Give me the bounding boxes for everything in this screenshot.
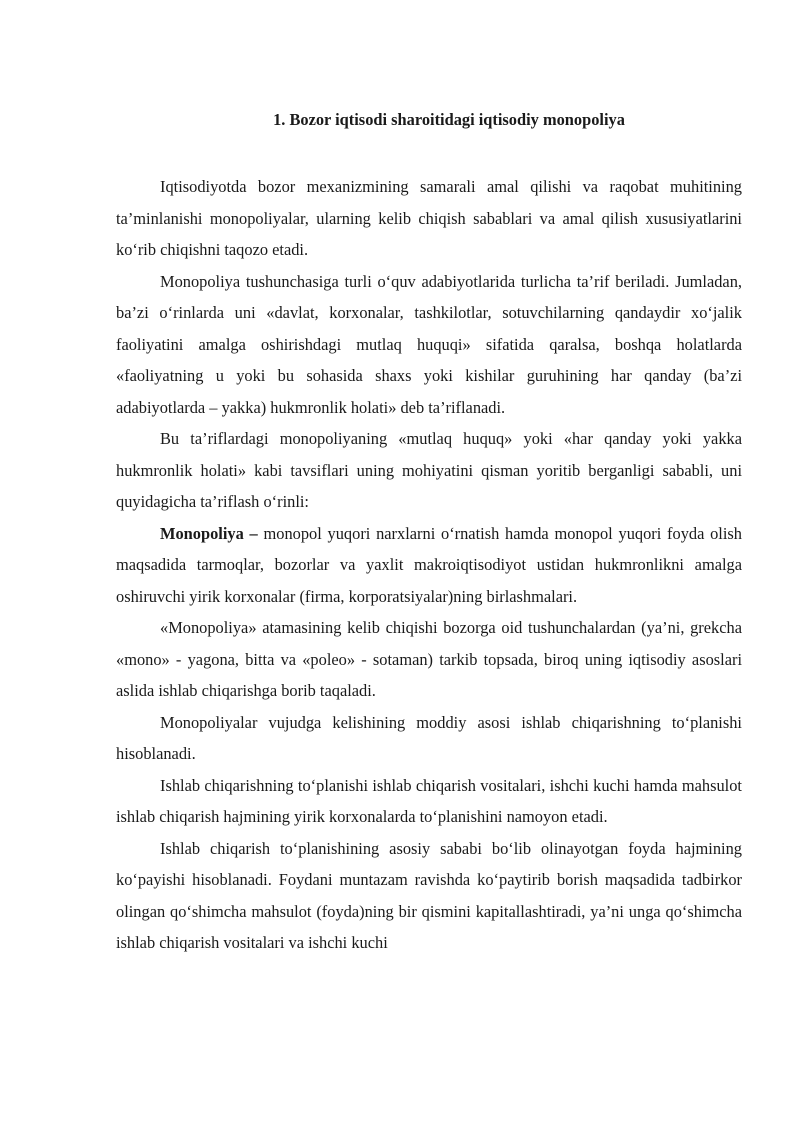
paragraph-6 bbox=[116, 707, 742, 770]
paragraph-1 bbox=[116, 171, 742, 266]
defined-term: Monopoliya – bbox=[160, 523, 258, 543]
section-heading: 1. Bozor iqtisodi sharoitidagi iqtisodiy monopoliya bbox=[273, 110, 625, 129]
paragraph-5 bbox=[116, 612, 742, 707]
paragraph-text: «Monopoliya» atamasining kelib chiqishi bozorga oid tushunchalardan (ya’ni, grekcha «mono» - yagona, bitta va «poleo» - sotaman) tarkib topsada, biroq uning iqtisodiy asoslari aslida ishlab chiqarishga borib taqaladi. bbox=[116, 618, 742, 700]
paragraph-7 bbox=[116, 770, 742, 833]
paragraph-8 bbox=[116, 833, 742, 959]
paragraph-text: Iqtisodiyotda bozor mexanizmining samarali amal qilishi va raqobat muhitining ta’minlanishi monopoliyalar, ularning kelib chiqish sabablari va amal qilish xususiyatlarini ko‘rib chiqishni taqozo etadi. bbox=[116, 177, 742, 259]
paragraph-text: Bu ta’riflardagi monopoliyaning «mutlaq huquq» yoki «har qanday yoki yakka hukmronlik holati» kabi tavsiflari uning mohiyatini qisman yoritib berganligi sababli, uni quyidagicha ta’riflash o‘rinli: bbox=[116, 429, 742, 511]
paragraph-text: Monopoliyalar vujudga kelishining moddiy asosi ishlab chiqarishning to‘planishi hisoblanadi. bbox=[116, 712, 742, 763]
paragraph-text: Ishlab chiqarishning to‘planishi ishlab chiqarish vositalari, ishchi kuchi hamda mahsulot ishlab chiqarish hajmining yirik korxonalarda to‘planishini namoyon etadi. bbox=[116, 775, 742, 826]
body-text bbox=[116, 171, 742, 959]
definition-paragraph bbox=[116, 518, 742, 613]
paragraph-text: Monopoliya tushunchasiga turli o‘quv adabiyotlarida turlicha ta’rif beriladi. Jumladan, ba’zi o‘rinlarda uni «davlat, korxonalar, tashkilotlar, sotuvchilarning qandaydir xo‘jalik faoliyatini amalga oshirishdagi mutlaq huquqi» sifatida qaralsa, boshqa holatlarda «faoliyatning u yoki bu sohasida shaxs yoki kishilar guruhining har qanday (ba’zi adabiyotlarda – yakka) hukmronlik holati» deb ta’riflanadi. bbox=[116, 271, 742, 417]
definition-text: monopol yuqori narxlarni o‘rnatish hamda monopol yuqori foyda olish maqsadida tarmoqlar, bozorlar va yaxlit makroiqtisodiyot ustidan hukmronlikni amalga oshiruvchi yirik korxonalar (firma, korporatsiyalar)ning birlashmalari. bbox=[116, 523, 742, 606]
paragraph-3 bbox=[116, 423, 742, 518]
paragraph-text: Ishlab chiqarish to‘planishining asosiy sababi bo‘lib olinayotgan foyda hajmining ko‘payishi hisoblanadi. Foydani muntazam ravishda ko‘paytirib borish maqsadida tadbirkor olingan qo‘shimcha mahsulot (foyda)ning bir qismini kapitallashtiradi, ya’ni unga qo‘shimcha ishlab chiqarish vositalari va ishchi kuchi bbox=[116, 838, 742, 952]
paragraph-2 bbox=[116, 266, 742, 424]
